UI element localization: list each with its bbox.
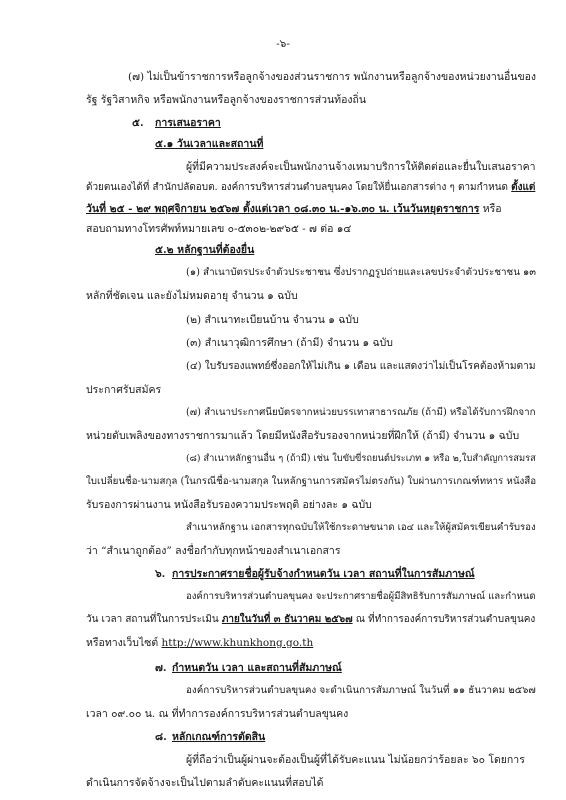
paragraph-5-1-line1: ผู้ที่มีความประสงค์จะเป็นพนักงานจ้างเหมาบริการให้ติดต่อและยื่นใบเสนอราคา — [186, 161, 536, 173]
paragraph-5-1-line4: สอบถามทางโทรศัพท์หมายเลข ๐-๕๓๐๒-๒๙๖๕ - ๗ ต่อ ๑๔ — [86, 223, 352, 235]
paragraph-5-1-line3: วันที่ ๒๕ - ๒๙ พฤศจิกายน ๒๕๖๗ ตั้งแต่เวลา ๐๘.๓๐ น.-๑๖.๓๐ น. เว้นวันหยุดราชการ หรือ — [86, 203, 502, 215]
section-7-title: กำหนดวัน เวลา และสถานที่สัมภาษณ์ — [172, 662, 342, 674]
date-emphasis-start: ตั้งแต่ — [511, 182, 536, 193]
website-link[interactable]: http://www.khunkhong.go.th — [161, 637, 314, 649]
document-4-line2: ประกาศรับสมัคร — [86, 384, 162, 396]
application-date-range: วันที่ ๒๕ - ๒๙ พฤศจิกายน ๒๕๖๗ ตั้งแต่เวลา ๐๘.๓๐ น.-๑๖.๓๐ น. เว้นวันหยุดราชการ — [86, 203, 480, 215]
announcement-date: ภายในวันที่ ๓ ธันวาคม ๒๕๖๗ — [221, 614, 353, 625]
copy-certification-line1: สำเนาหลักฐาน เอกสารทุกฉบับให้ใช้กระดาษขนาด เอ๔ และให้ผู้สมัครเขียนคำรับรอง — [186, 522, 536, 533]
section-5-number: ๕. — [132, 117, 144, 129]
document-8-line1: (๘) สำเนาหลักฐานอื่น ๆ (ถ้ามี) เช่น ใบขับขี่รถยนต์ประเภท ๑ หรือ ๒,ใบสำคัญการสมรส — [186, 453, 536, 464]
section-7-number: ๗. — [155, 662, 167, 674]
document-2: (๒) สำเนาทะเบียนบ้าน จำนวน ๑ ฉบับ — [186, 314, 359, 326]
paragraph-5-1-line2: ด้วยตนเองได้ที่ สำนักปลัดอบต. องค์การบริหารส่วนตำบลขุนคง โดยให้ยื่นเอกสารต่าง ๆ ตามกำหนด ตั้งแต่ — [86, 182, 536, 193]
document-1-line2: หลักที่ชัดเจน และยังไม่หมดอายุ จำนวน ๑ ฉบับ — [86, 290, 298, 302]
section-8-title: หลักเกณฑ์การตัดสิน — [172, 731, 266, 743]
document-1-line1: (๑) สำเนาบัตรประจำตัวประชาชน ซึ่งปรากฏรูปถ่ายและเลขประจำตัวประชาชน ๑๓ — [186, 267, 537, 278]
document-8-line3: รับรองการผ่านงาน หนังสือรับรองความประพฤติ อย่างละ ๑ ฉบับ — [86, 499, 372, 511]
paragraph-8-line2: ดำเนินการจัดจ้างจะเป็นไปตามลำดับคะแนนที่สอบได้ — [86, 777, 324, 789]
paragraph-6-line1: องค์การบริหารส่วนตำบลขุนคง จะประกาศรายชื่อผู้มีสิทธิรับการสัมภาษณ์ และกำหนด — [186, 591, 536, 602]
document-8-line2: ใบเปลี่ยนชื่อ-นามสกุล (ในกรณีชื่อ-นามสกุล ในหลักฐานการสมัครไม่ตรงกัน) ใบผ่านการเกณฑ์ทหาร หนังสือ — [86, 476, 537, 487]
document-4-line1: (๔) ใบรับรองแพทย์ซึ่งออกให้ไม่เกิน ๑ เดือน และแสดงว่าไม่เป็นโรคต้องห้ามตาม — [186, 361, 536, 372]
qualification-7-line2: รัฐ รัฐวิสาหกิจ หรือพนักงานหรือลูกจ้างของราชการส่วนท้องถิ่น — [86, 94, 367, 106]
section-8-number: ๘. — [155, 731, 167, 743]
document-3: (๓) สำเนาวุฒิการศึกษา (ถ้ามี) จำนวน ๑ ฉบับ — [186, 337, 393, 349]
paragraph-7-line2: เวลา ๐๙.๐๐ น. ณ ที่ทำการองค์การบริหารส่วนตำบลขุนคง — [86, 708, 349, 720]
qualification-7-line1: (๗) ไม่เป็นข้าราชการหรือลูกจ้างของส่วนราชการ พนักงานหรือลูกจ้างของหน่วยงานอื่นของ — [128, 71, 537, 83]
copy-certification-line2: ว่า “สำเนาถูกต้อง” ลงชื่อกำกับทุกหน้าของสำเนาเอกสาร — [86, 545, 341, 557]
paragraph-6-line3: หรือทางเว็บไซต์ http://www.khunkhong.go.th — [86, 637, 314, 649]
document-7-line1: (๗) สำเนาประกาศนียบัตรจากหน่วยบรรเทาสาธารณภัย (ถ้ามี) หรือได้รับการฝึกจาก — [186, 407, 536, 418]
paragraph-6-line2: วัน เวลา สถานที่ในการประเมิน ภายในวันที่ ๓ ธันวาคม ๒๕๖๗ ณ ที่ทำการองค์การบริหารส่วนตำบลขุนคง — [86, 614, 536, 625]
section-5-1-title: ๕.๑ วันเวลาและสถานที่ — [155, 138, 264, 150]
section-5-title: การเสนอราคา — [155, 117, 221, 129]
document-7-line2: หน่วยดับเพลิงของทางราชการมาแล้ว โดยมีหนังสือรับรองจากหน่วยที่ฝึกให้ (ถ้ามี) จำนวน ๑ ฉบับ — [86, 430, 520, 442]
section-5-2-title: ๕.๒ หลักฐานที่ต้องยื่น — [155, 244, 255, 256]
section-6-title: การประกาศรายชื่อผู้รับจ้างกำหนดวัน เวลา สถานที่ในการสัมภาษณ์ — [172, 568, 475, 580]
paragraph-7-line1: องค์การบริหารส่วนตำบลขุนคง จะดำเนินการสัมภาษณ์ ในวันที่ ๑๑ ธันวาคม ๒๕๖๗ — [186, 685, 536, 696]
section-6-number: ๖. — [155, 568, 166, 580]
page-number: -๖- — [276, 38, 290, 50]
paragraph-8-line1: ผู้ที่ถือว่าเป็นผู้ผ่านจะต้องเป็นผู้ที่ได้รับคะแนน ไม่น้อยกว่าร้อยละ ๖๐ โดยการ — [186, 754, 525, 766]
